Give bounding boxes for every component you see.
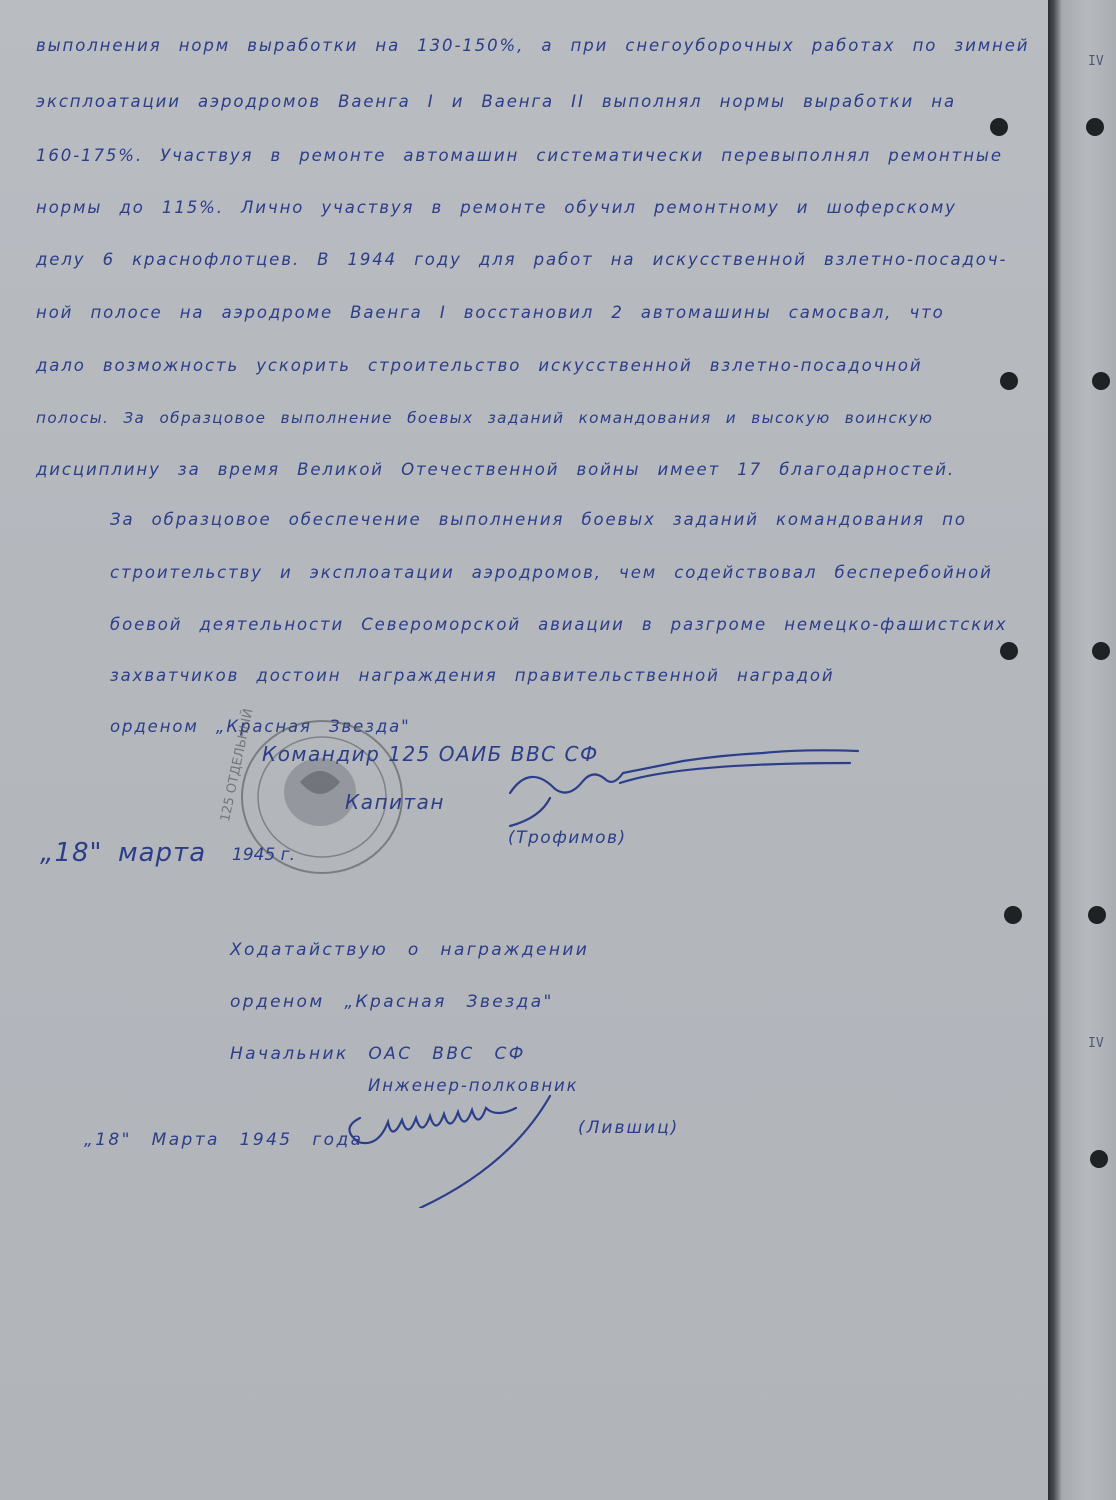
binding-strip — [1048, 0, 1116, 1500]
body-line: выполнения норм выработки на 130-150%, а при снегоуборочных работах по зимней — [36, 36, 1030, 55]
body-line: делу 6 краснофлотцев. В 1944 году для работ на искусственной взлетно-посадоч- — [36, 250, 1008, 269]
body-line: эксплоатации аэродромов Ваенга I и Ваенга II выполнял нормы выработки на — [36, 92, 956, 111]
petition-line: орденом „Красная Звезда" — [230, 992, 554, 1012]
commander-title: Командир 125 ОАИБ ВВС СФ — [262, 742, 599, 766]
petition-line: Ходатайствую о награждении — [230, 940, 590, 960]
body-line: 160-175%. Участвуя в ремонте автомашин систематически перевыполнял ремонтные — [36, 146, 1003, 165]
body-line: дисциплину за время Великой Отечественной войны имеет 17 благодарностей. — [36, 460, 955, 479]
margin-mark: IV — [1088, 1036, 1104, 1051]
binding-hole — [1000, 372, 1018, 390]
commander-name: (Трофимов) — [508, 828, 627, 848]
petition-line: Начальник ОАС ВВС СФ — [230, 1044, 526, 1064]
petition-rank: Инженер-полковник — [368, 1076, 579, 1095]
binding-hole — [1092, 642, 1110, 660]
binding-hole — [1088, 906, 1106, 924]
conclusion-line: За образцовое обеспечение выполнения боевых заданий командования по — [110, 510, 967, 529]
conclusion-line: строительству и эксплоатации аэродромов, чем содействовал бесперебойной — [110, 563, 993, 582]
commander-rank: Капитан — [345, 790, 446, 814]
commander-signature — [490, 738, 870, 838]
commander-date-year: 1945 г. — [232, 845, 296, 865]
conclusion-line: орденом „Красная Звезда" — [110, 717, 411, 736]
body-line: дало возможность ускорить строительство искусственной взлетно-посадочной — [36, 356, 923, 375]
petition-signature — [330, 1088, 590, 1208]
binding-hole — [1000, 642, 1018, 660]
body-line: нормы до 115%. Лично участвуя в ремонте обучил ремонтному и шоферскому — [36, 198, 957, 217]
conclusion-line: захватчиков достоин награждения правительственной наградой — [110, 666, 835, 685]
binding-hole — [1086, 118, 1104, 136]
body-line: ной полосе на аэродроме Ваенга I восстановил 2 автомашины самосвал, что — [36, 303, 945, 322]
commander-date-month: марта — [118, 838, 207, 868]
binding-hole — [1004, 906, 1022, 924]
binding-hole — [1092, 372, 1110, 390]
conclusion-line: боевой деятельности Североморской авиации в разгроме немецко-фашистских — [110, 615, 1008, 634]
binding-hole — [990, 118, 1008, 136]
margin-mark: IV — [1088, 54, 1104, 69]
body-line: полосы. За образцовое выполнение боевых заданий командования и высокую воинскую — [36, 409, 934, 427]
commander-date-day: „18" — [40, 838, 103, 868]
seal-text: 125 ОТДЕЛЬНЫЙ — [218, 707, 257, 824]
petition-date: „18" Марта 1945 года — [84, 1130, 364, 1150]
binding-hole — [1090, 1150, 1108, 1168]
petition-name: (Лившиц) — [578, 1118, 680, 1138]
